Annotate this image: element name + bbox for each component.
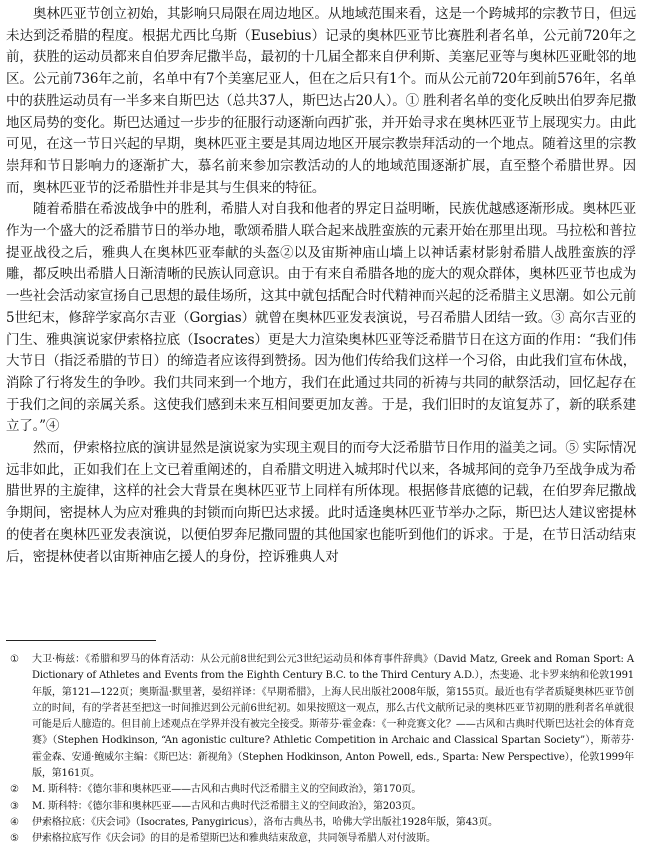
footnote-mark: ① — [10, 654, 19, 665]
paragraph-olympia-origins: 奥林匹亚节创立初始，其影响只局限在周边地区。从地域范围来看，这是一个跨城邦的宗教节日，但远未达到泛希腊的程度。根据尤西比乌斯（Eusebius）记录的奥林匹亚节比赛胜利者名单，公元前720年之前，获胜的运动员都来自伯罗奔尼撒半岛，最初的十几届全都来自伊利斯、美塞尼亚等与奥林匹亚毗邻的地区。公元前736年之前，名单中有7个美塞尼亚人，但在之后只有1个。而从公元前720年到前576年，名单中的获胜运动员有一半多来自斯巴达（总共37人，斯巴达占20人）。① 胜利者名单的变化反映出伯罗奔尼撒地区局势的变化。斯巴达通过一步步的征服行动逐渐向西扩张，并开始寻求在奥林匹亚节上展现实力。由此可见，在这一节日兴起的早期，奥林匹亚主要是其周边地区开展宗教崇拜活动的一个地点。随着这里的宗教崇拜和节日影响力的逐渐扩大，慕名前来参加宗教活动的人的地域范围逐渐扩展，直至整个希腊世界。因而，奥林匹亚节的泛希腊性并非是其与生俱来的特征。 — [6, 6, 636, 196]
footnote-1 — [10, 652, 634, 782]
footnote-mark: ④ — [10, 816, 19, 828]
main-text — [6, 4, 636, 568]
footnote-mark: ⑤ — [10, 833, 19, 845]
footnote-2 — [10, 782, 634, 798]
paragraph-persian-wars: 随着希腊在希波战争中的胜利，希腊人对自我和他者的界定日益明晰，民族优越感逐渐形成。奥林匹亚作为一个盛大的泛希腊节日的举办地，歌颂希腊人联合起来战胜蛮族的元素开始在那里出现。马拉松和普拉提亚战役之后，雅典人在奥林匹亚奉献的头盔②以及宙斯神庙山墙上以神话素材影射希腊人战胜蛮族的浮雕，都反映出希腊人日渐清晰的民族认同意识。由于有来自希腊各地的庞大的观众群体，奥林匹亚节也成为一些社会活动家宣扬自己思想的最佳场所，这其中就包括配合时代精神而兴起的泛希腊主义思潮。如公元前5世纪末，修辞学家高尔吉亚（Gorgias）就曾在奥林匹亚发表演说，号召希腊人团结一致。③ 高尔吉亚的门生、雅典演说家伊索格拉底（Isocrates）更是大力渲染奥林匹亚等泛希腊节日在这方面的作用：“我们伟大节日（指泛希腊的节日）的缔造者应该得到赞扬。因为他们传给我们这样一个习俗，由此我们宣布休战，消除了行将发生的争吵。我们共同来到一个地方，我们在此通过共同的祈祷与共同的献祭活动，回忆起存在于我们之间的亲属关系。这使我们感到未来互相间要更加友善。于是，我们旧时的友谊复苏了，新的联系建立了。”④ — [6, 201, 636, 435]
footnote-text: M. 斯科特：《德尔菲和奥林匹亚——古风和古典时代泛希腊主义的空间政治》，第203页。 — [32, 800, 422, 812]
footnote-divider — [6, 640, 156, 641]
footnote-5 — [10, 831, 634, 847]
footnote-text: 伊索格拉底写作《庆会词》的目的是希望斯巴达和雅典结束敌意，共同领导希腊人对付波斯。 — [32, 833, 436, 845]
footnotes — [10, 652, 634, 848]
footnote-3 — [10, 799, 634, 815]
footnote-4 — [10, 815, 634, 831]
paragraph-isocrates-critique: 然而，伊索格拉底的演讲显然是演说家为实现主观目的而夸大泛希腊节日作用的溢美之词。⑤ 实际情况远非如此，正如我们在上文已着重阐述的，自希腊文明进入城邦时代以来，各城邦间的竞争乃至战争成为希腊世界的主旋律，这样的社会大背景在奥林匹亚节上同样有所体现。根据修昔底德的记载，在伯罗奔尼撒战争期间，密提林人为应对雅典的封锁而向斯巴达求援。此时适逢奥林匹亚节举办之际，斯巴达人建议密提林的使者在奥林匹亚发表演说，以便伯罗奔尼撒同盟的其他国家也能听到他们的诉求。于是，在节日活动结束后，密提林使者以宙斯神庙乞援人的身份，控诉雅典人对 — [6, 440, 636, 565]
footnote-text: 伊索格拉底：《庆会词》（Isocrates, Panygiricus），洛布古典丛书，哈佛大学出版社1928年版，第43页。 — [32, 816, 498, 828]
footnote-mark: ② — [10, 784, 19, 796]
footnote-mark: ③ — [10, 800, 19, 812]
footnote-text: 大卫·梅兹：《希腊和罗马的体育活动：从公元前8世纪到公元3世纪运动员和体育事件辞典》（David Matz, Greek and Roman Sport: A Dictionary of Athletes and Events from the Eighth Century B.C. to the Third Century A.D.），杰斐逊、北卡罗来纳和伦敦1991年版，第121—122页；奥斯温·默里著，晏绍祥译：《早期希腊》，上海人民出版社2008年版，第155页。最近也有学者质疑奥林匹亚节创立的时间，有的学者甚至把这一时间推迟到公元前6世纪初。如果按照这一观点，那么古代文献所记录的奥林匹亚节初期的胜利者名单就很可能是后人臆造的。但目前上述观点在学界并没有被完全接受。斯蒂芬·霍金森：《一种竞赛文化？——古风和古典时代斯巴达社会的体育竞赛》（Stephen Hodkinson, “An agonistic culture? Athletic Competition in Archaic and Classical Spartan Society”），斯蒂芬·霍金森、安通·鲍威尔主编：《斯巴达：新视角》（Stephen Hodkinson, Anton Powell, eds., Sparta: New Perspective），伦敦1999年版，第161页。 — [32, 654, 634, 780]
footnote-text: M. 斯科特：《德尔菲和奥林匹亚——古风和古典时代泛希腊主义的空间政治》，第170页。 — [32, 784, 422, 796]
